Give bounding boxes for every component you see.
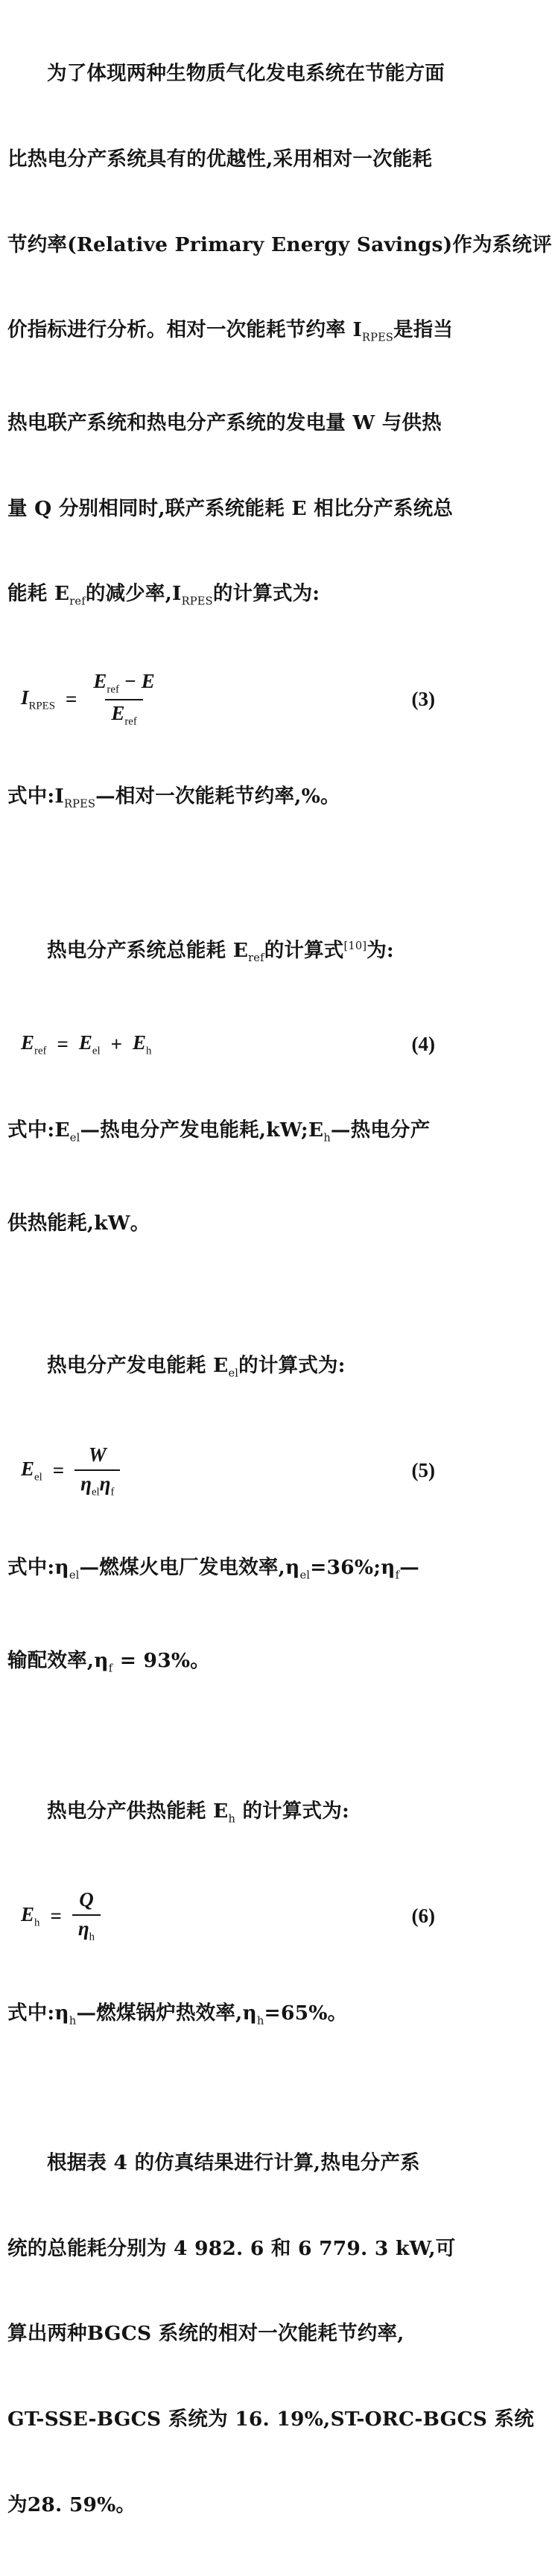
paragraph-eref: 热电分产系统总能耗 $E_{ref}$的计算式[10]为: — [47, 938, 394, 965]
intro-line-4: 价指标进行分析。相对一次能耗节约率 $I_{RPES}$是指当 — [7, 318, 454, 344]
where-4: 式中$:E_{el}—$热电分产发电能耗$,kW;E_h—$热电分产 供热能耗,kW。 — [7, 1118, 431, 1235]
fraction-eh: $\frac{Q}{\eta_h}$ — [72, 1888, 101, 1943]
where-3: 式中$:I_{RPES}—$相对一次能耗节约率,%。 — [7, 784, 340, 810]
equation-3: $I_{RPES}$ = $\frac{E_{ref} - E}{E_{ref}}$ (3) — [21, 669, 435, 728]
intro-line-3: 节约率(Relative Primary Energy Savings)作为系统评 — [7, 232, 552, 256]
intro-line-7: 能耗 $E_{ref}$的减少率$,I_{RPES}$的计算式为: — [7, 582, 320, 608]
paragraph-eel: 热电分产发电能耗 $E_{el}$的计算式为: — [47, 1354, 346, 1380]
where-5: 式中$:\eta_{el}—$燃煤火电厂发电效率$,\eta_{el}=36\%;\eta_f—$ 输配效率$,\eta_f = 93\%$。 — [7, 1556, 419, 1675]
equation-6-label: (6) — [411, 1904, 435, 1927]
paragraph-intro — [7, 3, 552, 673]
intro-line-5: 热电联产系统和热电分产系统的发电量 W 与供热 — [7, 411, 442, 435]
intro-line-6: 量 Q 分别相同时,联产系统能耗 E 相比分产系统总 — [7, 496, 454, 520]
intro-line-2: 比热电分产系统具有的优越性,采用相对一次能耗 — [7, 148, 433, 171]
intro-line-1: 为了体现两种生物质气化发电系统在节能方面 — [47, 62, 445, 86]
fraction-rpes: $\frac{E_{ref} - E}{E_{ref}}$ — [93, 669, 155, 728]
equation-6: $E_h$ = $\frac{Q}{\eta_h}$ (6) — [21, 1888, 435, 1943]
equation-5-label: (5) — [411, 1459, 435, 1482]
equation-4: $E_{ref}$ = $E_{el}$ + $E_h$ (4) — [21, 1031, 435, 1057]
equation-5: $E_{el}$ = $\frac{W}{\eta_{el}\eta_f}$ (5) — [21, 1443, 435, 1499]
paragraph-results: 根据表 4 的仿真结果进行计算,热电分产系 统的总能耗分别为 4 982. 6 和 6 779. 3 kW,可 算出两种BGCS 系统的相对一次能耗节约率, GT-SSE-BGCS 系统为 16. 19%,ST-ORC-BGCS 系统 为28. 59%。 — [7, 2151, 534, 2516]
paragraph-eh: 热电分产供热能耗 $E_h$ 的计算式为: — [47, 1799, 349, 1825]
equation-4-label: (4) — [411, 1033, 435, 1056]
fraction-eel: $\frac{W}{\eta_{el}\eta_f}$ — [74, 1443, 120, 1499]
equation-3-label: (3) — [411, 687, 435, 710]
where-6: 式中$:\eta_h—$燃煤锅炉热效率$,\eta_h=65\%$。 — [7, 2001, 348, 2028]
